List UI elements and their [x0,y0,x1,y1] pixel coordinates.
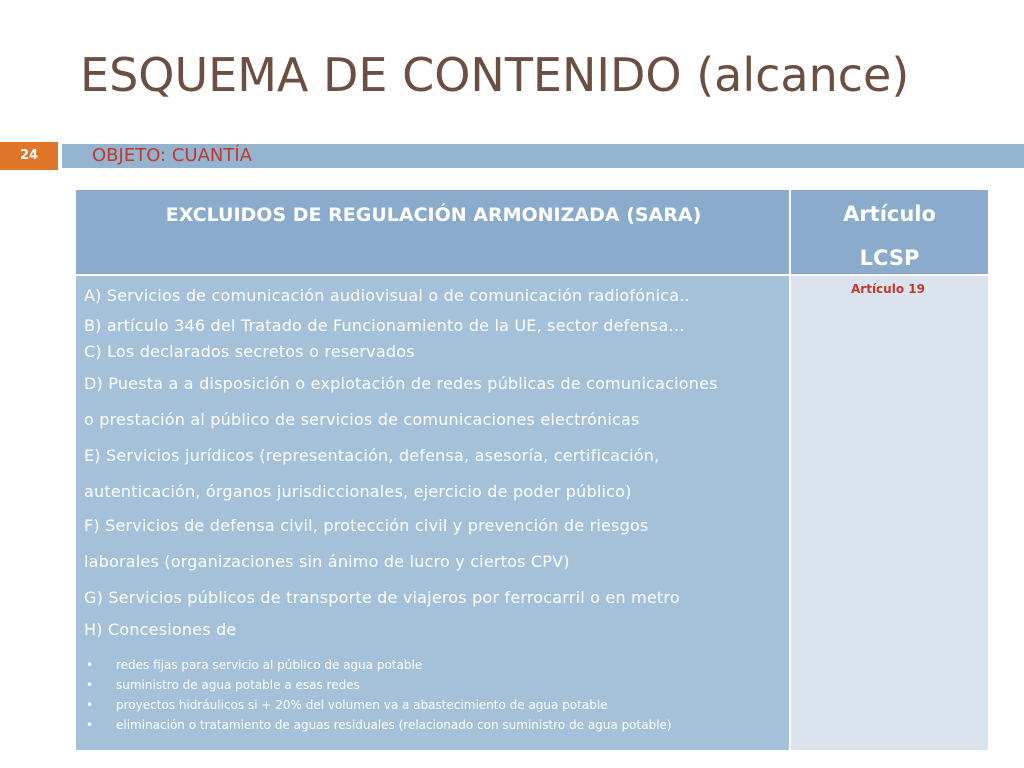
body-cell-exclusions [76,276,791,750]
list-item: G) Servicios públicos de transporte de viajeros por ferrocarril o en metro [84,588,680,607]
header-cell-articulo [791,190,988,276]
header-articulo-label: Artículo [843,202,936,226]
bullet-text: proyectos hidráulicos si + 20% del volumen va a abastecimiento de agua potable [116,698,608,712]
bullet-text: redes fijas para servicio al público de agua potable [116,658,423,672]
bullet-icon: • [86,658,94,672]
list-item: D) Puesta a a disposición o explotación de redes públicas de comunicaciones [84,374,718,393]
exclusions-table [76,190,988,750]
bullet-icon: • [86,698,94,712]
bullet-icon: • [86,678,94,692]
header-excluidos-label: EXCLUIDOS DE REGULACIÓN ARMONIZADA (SARA) [165,204,702,226]
bullet-text: eliminación o tratamiento de aguas residuales (relacionado con suministro de agua potable) [116,718,672,732]
subtitle: OBJETO: CUANTÍA [92,145,252,166]
bullet-text: suministro de agua potable a esas redes [116,678,360,692]
bullet-icon: • [86,718,94,732]
list-item: o prestación al público de servicios de comunicaciones electrónicas [84,410,640,429]
header-cell-excluidos [76,190,791,276]
list-item: autenticación, órganos jurisdiccionales, ejercicio de poder público) [84,482,632,501]
list-item: B) artículo 346 del Tratado de Funcionamiento de la UE, sector defensa… [84,316,685,335]
header-lcsp-label: LCSP [859,246,920,270]
articulo-reference: Artículo 19 [851,282,925,296]
list-item: F) Servicios de defensa civil, protección civil y prevención de riesgos [84,516,649,535]
slide-title: ESQUEMA DE CONTENIDO (alcance) [80,48,910,102]
list-item: C) Los declarados secretos o reservados [84,342,415,361]
page-number: 24 [19,148,39,163]
body-cell-articulo [791,276,988,750]
list-item: A) Servicios de comunicación audiovisual o de comunicación radiofónica.. [84,286,690,305]
list-item: E) Servicios jurídicos (representación, defensa, asesoría, certificación, [84,446,660,465]
list-item: H) Concesiones de [84,620,237,639]
list-item: laborales (organizaciones sin ánimo de lucro y ciertos CPV) [84,552,570,571]
